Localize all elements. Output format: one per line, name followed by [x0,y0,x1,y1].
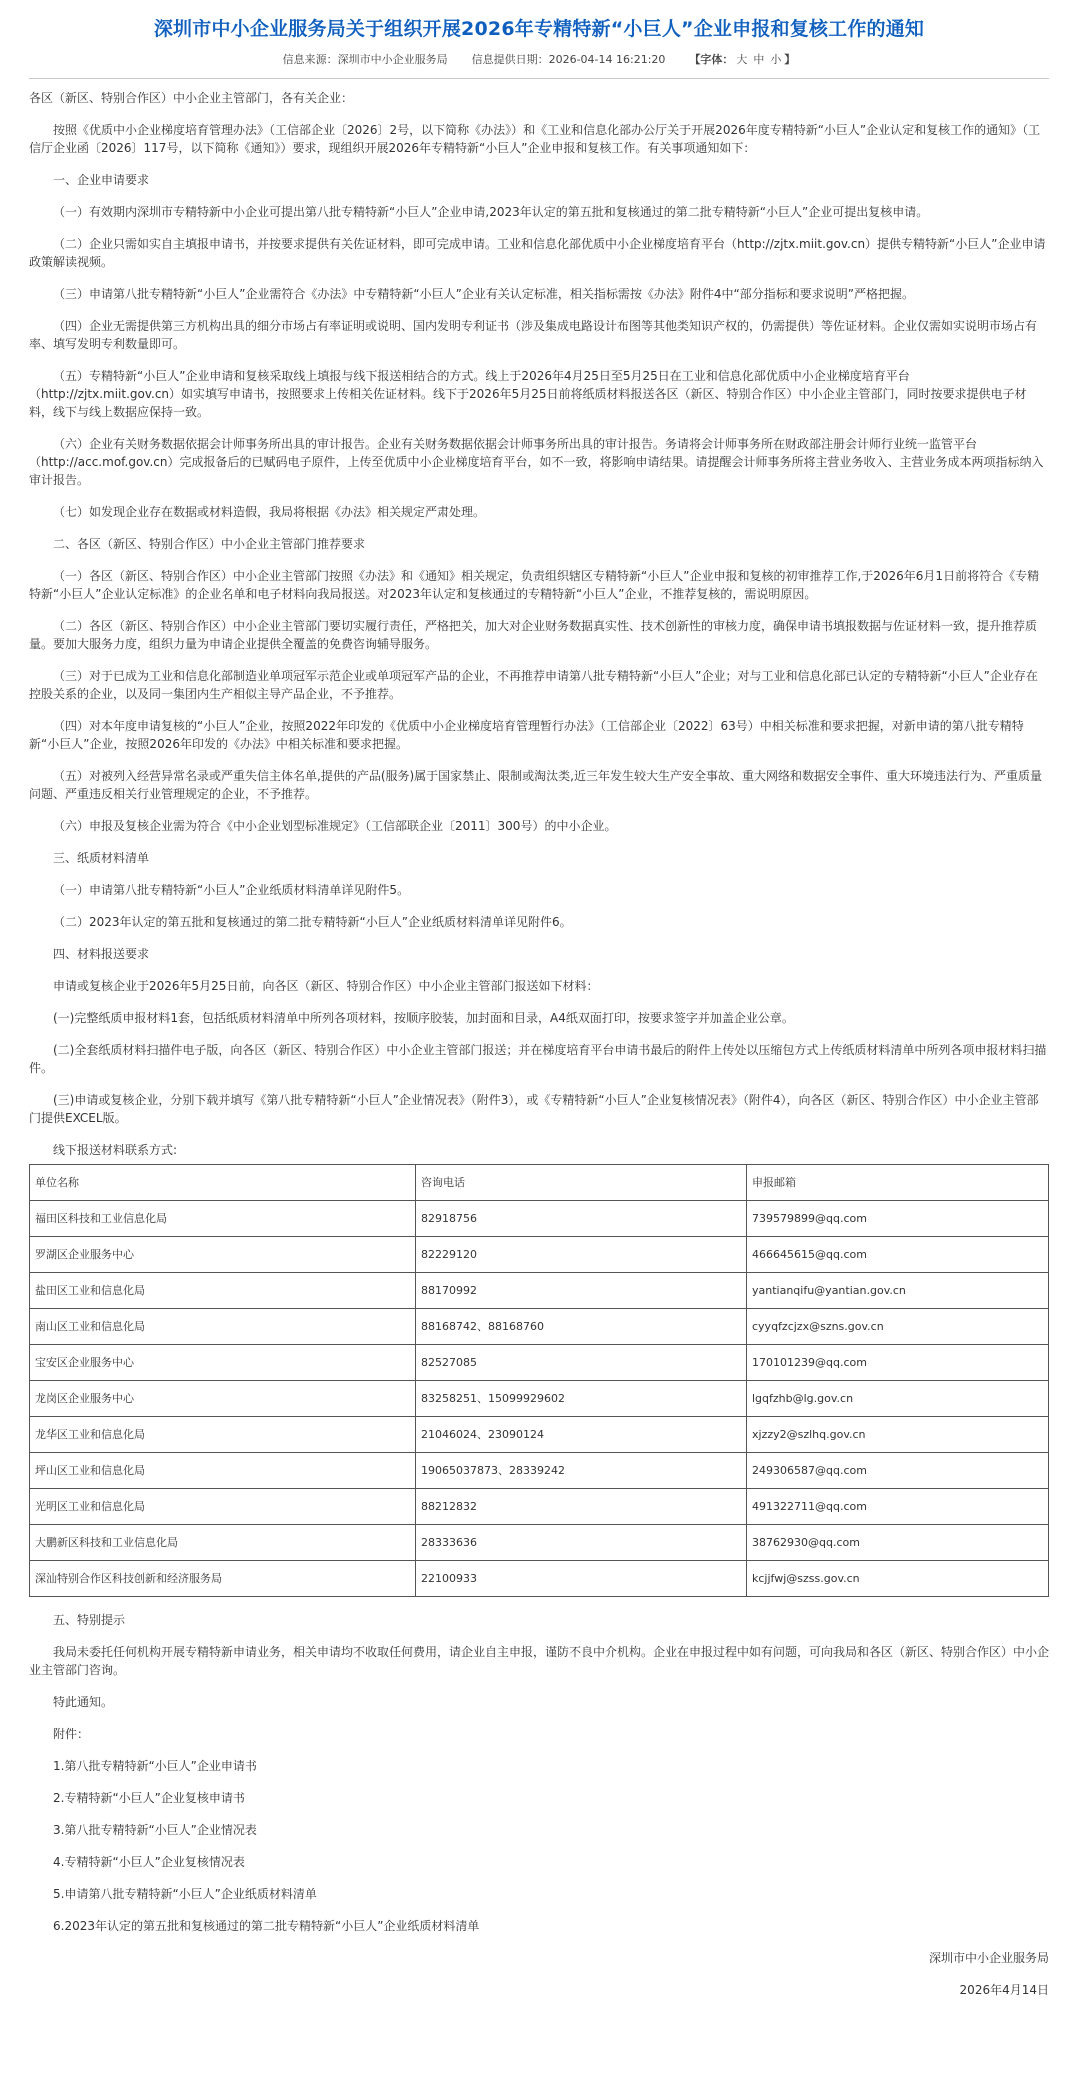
table-cell: 491322711@qq.com [747,1489,1049,1525]
table-row [30,1345,1049,1381]
section-item: （六）企业有关财务数据依据会计师事务所出具的审计报告。企业有关财务数据依据会计师事务所出具的审计报告。务请将会计师事务所在财政部注册会计师行业统一监管平台（http://acc.mof.gov.cn）完成报备后的已赋码电子原件，上传至优质中小企业梯度培育平台，如不一致，将影响申请结果。请提醒会计师事务所将主营业务收入、主营业务成本两项指标纳入审计报告。 [29,437,1044,487]
table-row [30,1309,1049,1345]
attachments-label: 附件： [53,1727,90,1741]
table-cell: kcjjfwj@szss.gov.cn [747,1561,1049,1597]
section-item: （一）各区（新区、特别合作区）中小企业主管部门按照《办法》和《通知》相关规定，负责组织辖区专精特新“小巨人”企业申报和复核的初审推荐工作,于2026年6月1日前将符合《专精特新“小巨人”企业认定标准》的企业名单和电子材料向我局报送。对2023年认定和复核通过的专精特新“小巨人”企业，不推荐复核的，需说明原因。 [29,569,1040,601]
table-cell: 罗湖区企业服务中心 [30,1237,416,1273]
table-row [30,1237,1049,1273]
table-cell: 249306587@qq.com [747,1453,1049,1489]
info-date: 信息提供日期：2026-04-14 16:21:20 [471,53,666,66]
font-small-link[interactable]: 小 [770,53,782,66]
section-item: （六）申报及复核企业需为符合《中小企业划型标准规定》（工信部联企业〔2011〕300号）的中小企业。 [53,819,617,833]
attachment-item: 4.专精特新“小巨人”企业复核情况表 [53,1855,245,1869]
table-cell: cyyqfzcjzx@szns.gov.cn [747,1309,1049,1345]
signature-date: 2026年4月14日 [959,1983,1049,1997]
table-row [30,1561,1049,1597]
section-heading: 五、特别提示 [53,1613,126,1627]
section-item: （五）专精特新“小巨人”企业申请和复核采取线上填报与线下报送相结合的方式。线上于2026年4月25日至5月25日在工业和信息化部优质中小企业梯度培育平台（http://zjtx.miit.gov.cn）如实填写申请书，按照要求上传相关佐证材料。线下于2026年5月25日前将纸质材料报送各区（新区、特别合作区）中小企业主管部门，同时按要求提供电子材料，线下与线上数据应保持一致。 [29,369,1027,419]
table-cell: xjzzy2@szlhq.gov.cn [747,1417,1049,1453]
section-heading: 四、材料报送要求 [53,947,150,961]
contacts-intro: 线下报送材料联系方式: [53,1143,178,1157]
signature-org: 深圳市中小企业服务局 [928,1951,1049,1965]
table-header: 申报邮箱 [747,1165,1049,1201]
font-medium-link[interactable]: 中 [753,53,765,66]
article-meta [29,52,1049,68]
table-cell: 739579899@qq.com [747,1201,1049,1237]
table-cell: 466645615@qq.com [747,1237,1049,1273]
section-item: （三）申请第八批专精特新“小巨人”企业需符合《办法》中专精特新“小巨人”企业有关认定标准，相关指标需按《办法》附件4中“部分指标和要求说明”严格把握。 [53,287,914,301]
attachment-item: 5.申请第八批专精特新“小巨人”企业纸质材料清单 [53,1887,317,1901]
table-header-row [30,1165,1049,1201]
table-cell: 170101239@qq.com [747,1345,1049,1381]
table-cell: 88170992 [416,1273,747,1309]
font-large-link[interactable]: 大 [736,53,748,66]
attachment-item: 1.第八批专精特新“小巨人”企业申请书 [53,1759,257,1773]
info-source: 信息来源：深圳市中小企业服务局 [282,53,448,66]
table-cell: 21046024、23090124 [416,1417,747,1453]
table-cell: yantianqifu@yantian.gov.cn [747,1273,1049,1309]
table-row [30,1453,1049,1489]
intro-paragraph: 按照《优质中小企业梯度培育管理办法》（工信部企业〔2026〕2号，以下简称《办法》）和《工业和信息化部办公厅关于开展2026年度专精特新“小巨人”企业认定和复核工作的通知》（工信厅企业函〔2026〕117号，以下简称《通知》）要求，现组织开展2026年专精特新“小巨人”企业申报和复核工作。有关事项通知如下： [29,123,1041,155]
font-size-switcher [689,53,795,66]
table-cell: 38762930@qq.com [747,1525,1049,1561]
attachment-item: 3.第八批专精特新“小巨人”企业情况表 [53,1823,257,1837]
font-size-close: 】 [784,53,796,66]
salutation: 各区（新区、特别合作区）中小企业主管部门，各有关企业： [29,91,354,105]
table-cell: 88212832 [416,1489,747,1525]
table-row [30,1201,1049,1237]
table-cell: 坪山区工业和信息化局 [30,1453,416,1489]
closing-line: 特此通知。 [53,1695,114,1709]
section-heading: 二、各区（新区、特别合作区）中小企业主管部门推荐要求 [53,537,366,551]
section-item: （二）各区（新区、特别合作区）中小企业主管部门要切实履行责任，严格把关，加大对企业财务数据真实性、技术创新性的审核力度，确保申请书填报数据与佐证材料一致，提升推荐质量。要加大服务力度，组织力量为申请企业提供全覆盖的免费咨询辅导服务。 [29,619,1038,651]
section-item: (二)全套纸质材料扫描件电子版，向各区（新区、特别合作区）中小企业主管部门报送；并在梯度培育平台申请书最后的附件上传处以压缩包方式上传纸质材料清单中所列各项申报材料扫描件。 [29,1043,1047,1075]
section-heading: 一、企业申请要求 [53,173,150,187]
section-heading: 三、纸质材料清单 [53,851,150,865]
table-cell: 宝安区企业服务中心 [30,1345,416,1381]
table-cell: 19065037873、28339242 [416,1453,747,1489]
section-item: （四）企业无需提供第三方机构出具的细分市场占有率证明或说明、国内发明专利证书（涉及集成电路设计布图等其他类知识产权的，仍需提供）等佐证材料。企业仅需如实说明市场占有率、填写发明专利数量即可。 [29,319,1038,351]
article [29,0,1049,1999]
section-item: （一）申请第八批专精特新“小巨人”企业纸质材料清单详见附件5。 [53,883,410,897]
table-cell: 大鹏新区科技和工业信息化局 [30,1525,416,1561]
title-divider [29,78,1049,79]
article-body [29,89,1049,1999]
table-cell: 盐田区工业和信息化局 [30,1273,416,1309]
table-row [30,1381,1049,1417]
section-item: （二）2023年认定的第五批和复核通过的第二批专精特新“小巨人”企业纸质材料清单详见附件6。 [53,915,572,929]
table-cell: lgqfzhb@lg.gov.cn [747,1381,1049,1417]
attachment-item: 6.2023年认定的第五批和复核通过的第二批专精特新“小巨人”企业纸质材料清单 [53,1919,480,1933]
table-row [30,1273,1049,1309]
section-item: (一)完整纸质申报材料1套，包括纸质材料清单中所列各项材料，按顺序胶装，加封面和目录，A4纸双面打印，按要求签字并加盖企业公章。 [53,1011,794,1025]
table-row [30,1489,1049,1525]
table-cell: 深汕特别合作区科技创新和经济服务局 [30,1561,416,1597]
table-cell: 82229120 [416,1237,747,1273]
table-cell: 南山区工业和信息化局 [30,1309,416,1345]
section-item: （一）有效期内深圳市专精特新中小企业可提出第八批专精特新“小巨人”企业申请,2023年认定的第五批和复核通过的第二批专精特新“小巨人”企业可提出复核申请。 [53,205,929,219]
section-item: (三)申请或复核企业，分别下载并填写《第八批专精特新“小巨人”企业情况表》（附件3），或《专精特新“小巨人”企业复核情况表》（附件4），向各区（新区、特别合作区）中小企业主管部门提供EXCEL版。 [29,1093,1039,1125]
section-item: （三）对于已成为工业和信息化部制造业单项冠军示范企业或单项冠军产品的企业，不再推荐申请第八批专精特新“小巨人”企业；对与工业和信息化部已认定的专精特新“小巨人”企业存在控股关系的企业，以及同一集团内生产相似主导产品企业，不予推荐。 [29,669,1038,701]
table-cell: 龙岗区企业服务中心 [30,1381,416,1417]
table-cell: 22100933 [416,1561,747,1597]
table-row [30,1417,1049,1453]
font-size-label: 【字体： [689,53,734,66]
page-title: 深圳市中小企业服务局关于组织开展2026年专精特新“小巨人”企业申报和复核工作的通知 [153,18,925,40]
section-item: （四）对本年度申请复核的“小巨人”企业，按照2022年印发的《优质中小企业梯度培育管理暂行办法》（工信部企业〔2022〕63号）中相关标准和要求把握，对新申请的第八批专精特新“小巨人”企业，按照2026年印发的《办法》中相关标准和要求把握。 [29,719,1024,751]
table-header: 咨询电话 [416,1165,747,1201]
table-row [30,1525,1049,1561]
contacts-table [29,1164,1049,1597]
table-cell: 福田区科技和工业信息化局 [30,1201,416,1237]
table-header: 单位名称 [30,1165,416,1201]
special-notice: 我局未委托任何机构开展专精特新申请业务，相关申请均不收取任何费用，请企业自主申报，谨防不良中介机构。企业在申报过程中如有问题，可向我局和各区（新区、特别合作区）中小企业主管部门咨询。 [29,1645,1050,1677]
table-cell: 28333636 [416,1525,747,1561]
section-item: （七）如发现企业存在数据或材料造假，我局将根据《办法》相关规定严肃处理。 [53,505,486,519]
section-item: （五）对被列入经营异常名录或严重失信主体名单,提供的产品(服务)属于国家禁止、限制或淘汰类,近三年发生较大生产安全事故、重大网络和数据安全事件、重大环境违法行为、严重质量问题、严重违反相关行业管理规定的企业，不予推荐。 [29,769,1042,801]
table-cell: 82918756 [416,1201,747,1237]
section-item: 申请或复核企业于2026年5月25日前，向各区（新区、特别合作区）中小企业主管部门报送如下材料： [53,979,599,993]
section-item: （二）企业只需如实自主填报申请书，并按要求提供有关佐证材料，即可完成申请。工业和信息化部优质中小企业梯度培育平台（http://zjtx.miit.gov.cn）提供专精特新“小巨人”企业申请政策解读视频。 [29,237,1046,269]
table-cell: 83258251、15099929602 [416,1381,747,1417]
attachment-item: 2.专精特新“小巨人”企业复核申请书 [53,1791,245,1805]
table-cell: 88168742、88168760 [416,1309,747,1345]
table-cell: 82527085 [416,1345,747,1381]
table-cell: 光明区工业和信息化局 [30,1489,416,1525]
table-cell: 龙华区工业和信息化局 [30,1417,416,1453]
